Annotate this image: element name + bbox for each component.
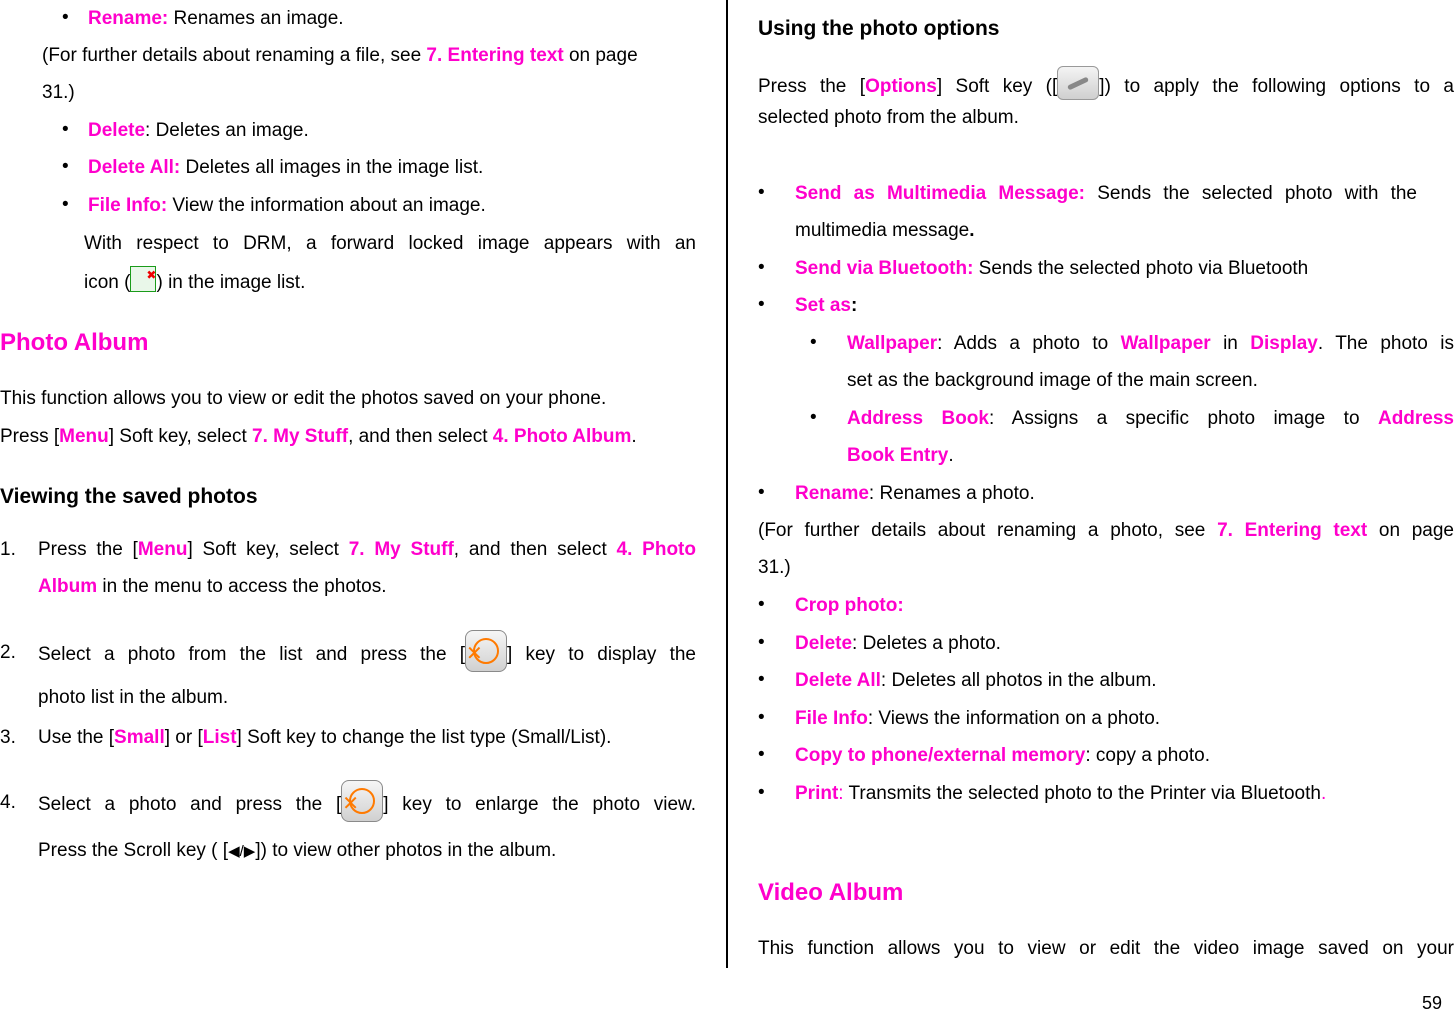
entering-text-link: 7. Entering text: [1217, 520, 1368, 541]
bullet-send-mms: • Send as Multimedia Message: Sends the selected photo with the: [758, 175, 1417, 212]
rename-note-page: 31.): [758, 557, 791, 578]
page-number: 59: [1421, 993, 1442, 1013]
step-1-num: 1.: [0, 539, 16, 560]
viewing-title: Viewing the saved photos: [0, 485, 258, 508]
step-2: Select a photo from the list and press the [✕ ] key to display the: [38, 634, 696, 676]
bullet-send-bluetooth: • Send via Bluetooth: Sends the selected photo via Bluetooth: [758, 250, 1454, 287]
options-softkey-icon: [1057, 66, 1099, 100]
sub-bullet-address-book: • Address Book: Assigns a specific photo image to Address: [810, 400, 1454, 437]
send-mms-cont: multimedia message.: [795, 220, 975, 241]
ok-key-icon: [341, 780, 383, 822]
step-4-cont: Press the Scroll key ( [◀/▶]) to view other photos in the album.: [38, 840, 557, 861]
step-3: Use the [Small] or [List] Soft key to change the list type (Small/List).: [38, 727, 612, 748]
step-1-cont: Album in the menu to access the photos.: [38, 576, 387, 597]
photo-album-press: Press [Menu] Soft key, select 7. My Stuff, and then select 4. Photo Album.: [0, 426, 637, 447]
step-2-num: 2.: [0, 642, 16, 663]
scroll-arrows-icon: ◀/▶: [228, 843, 256, 860]
rename-note: (For further details about renaming a photo, see 7. Entering text on page: [758, 520, 1454, 541]
ok-key-icon: [465, 630, 507, 672]
photo-album-title: Photo Album: [0, 329, 149, 356]
wallpaper-cont: set as the background image of the main screen.: [847, 370, 1258, 391]
bullet-delete-all: • Delete All: Deletes all images in the image list.: [62, 153, 724, 183]
bullet-crop: • Crop photo:: [758, 587, 1454, 624]
address-book-cont: Book Entry.: [847, 445, 954, 466]
video-album-title: Video Album: [758, 879, 904, 906]
bullet-rename: • Rename: Renames a photo.: [758, 475, 1454, 512]
photo-album-desc: This function allows you to view or edit the photos saved on your phone.: [0, 388, 607, 409]
drm-locked-image-icon: [130, 266, 156, 292]
bullet-copy: • Copy to phone/external memory: copy a photo.: [758, 737, 1454, 774]
options-title: Using the photo options: [758, 17, 1000, 40]
bullet-print: • Print: Transmits the selected photo to the Printer via Bluetooth.: [758, 775, 1454, 812]
options-intro-2: selected photo from the album.: [758, 107, 1019, 128]
step-2-cont: photo list in the album.: [38, 687, 229, 708]
step-4: Select a photo and press the [✕ ] key to enlarge the photo view.: [38, 784, 696, 826]
drm-note: With respect to DRM, a forward locked image appears with an: [84, 233, 696, 254]
column-divider: [726, 0, 728, 968]
bullet-set-as: • Set as:: [758, 287, 1454, 324]
bullet-delete: • Delete: Deletes a photo.: [758, 625, 1454, 662]
rename-text: Renames an image.: [168, 8, 344, 29]
step-4-num: 4.: [0, 792, 16, 813]
sub-bullet-wallpaper: • Wallpaper: Adds a photo to Wallpaper in Display. The photo is: [810, 325, 1454, 362]
rename-note: (For further details about renaming a file, see 7. Entering text on page: [42, 45, 638, 66]
bullet-delete-all: • Delete All: Deletes all photos in the album.: [758, 662, 1454, 699]
video-album-desc: This function allows you to view or edit the video image saved on your: [758, 938, 1454, 959]
options-intro: Press the [Options] Soft key ([ ]) to apply the following options to a: [758, 68, 1454, 105]
entering-text-link: 7. Entering text: [426, 45, 564, 66]
rename-label: Rename:: [88, 8, 169, 29]
bullet-rename: [62, 4, 724, 34]
bullet-file-info: • File Info: Views the information on a photo.: [758, 700, 1454, 737]
drm-note-2: icon (✖ ) in the image list.: [84, 264, 696, 301]
step-3-num: 3.: [0, 727, 16, 748]
step-1: Press the [Menu] Soft key, select 7. My Stuff, and then select 4. Photo: [38, 539, 696, 560]
bullet-delete: • Delete: Deletes an image.: [62, 116, 724, 146]
rename-note-page: 31.): [42, 82, 75, 103]
bullet-file-info: • File Info: View the information about an image.: [62, 191, 724, 221]
